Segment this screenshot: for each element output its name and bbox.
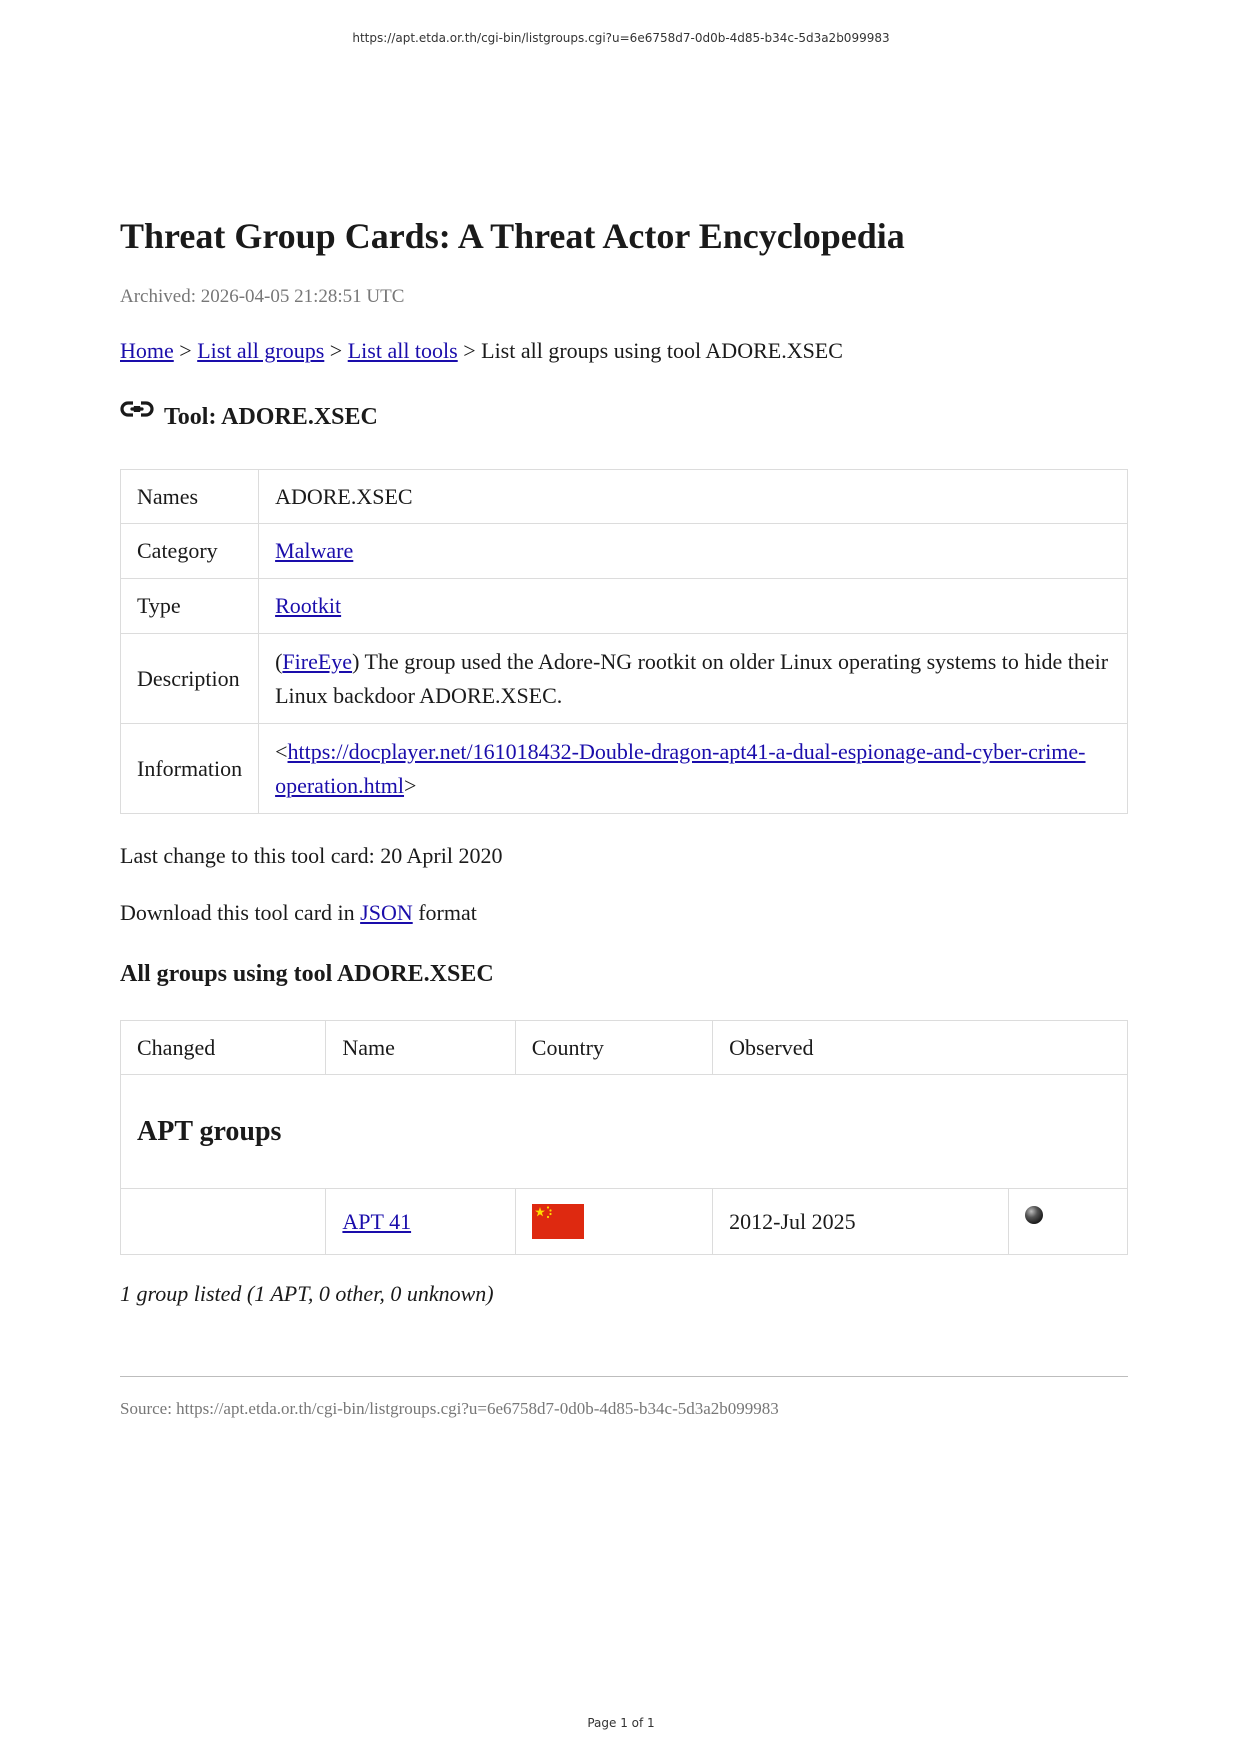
column-header-name: Name [326,1021,515,1075]
row-observed: 2012-Jul 2025 [713,1189,1009,1255]
row-status-cell [1008,1189,1127,1255]
footer-divider [120,1376,1128,1377]
tool-info-table [120,469,1128,814]
archived-timestamp: Archived: 2026-04-05 21:28:51 UTC [120,286,405,307]
download-suffix: format [412,900,477,925]
json-download-link[interactable]: JSON [360,900,413,925]
row-country-cell [515,1189,712,1255]
type-cell [259,579,1128,634]
description-cell [259,634,1128,724]
breadcrumb-list-tools-link[interactable]: List all tools [347,338,458,363]
last-change-text: Last change to this tool card: 20 April 2020 [120,843,503,868]
download-line [120,900,477,926]
group-link-apt41[interactable]: APT 41 [342,1208,412,1234]
information-bracket-open: < [275,738,288,764]
column-header-country: Country [515,1021,712,1075]
breadcrumb-current: > List all groups using tool ADORE.XSEC [457,338,843,363]
type-link[interactable]: Rootkit [275,593,342,618]
download-prefix: Download this tool card in [120,900,361,925]
information-bracket-close: > [404,772,417,798]
description-label: Description [121,634,259,724]
breadcrumb-home-link[interactable]: Home [120,338,174,363]
row-changed [121,1189,326,1255]
table-row [121,1189,1128,1255]
link-icon [120,398,156,426]
groups-summary: 1 group listed (1 APT, 0 other, 0 unknown) [120,1281,494,1306]
information-cell [259,724,1128,814]
section-title-apt-groups: APT groups [121,1075,1128,1189]
source-url: Source: https://apt.etda.or.th/cgi-bin/listgroups.cgi?u=6e6758d7-0d0b-4d85-b34c-5d3a2b099983 [120,1399,779,1418]
category-link[interactable]: Malware [275,538,354,563]
breadcrumb [120,338,843,364]
breadcrumb-separator: > [324,338,348,363]
description-source-link[interactable]: FireEye [282,648,353,674]
type-label: Type [121,579,259,634]
tool-heading-text: Tool: ADORE.XSEC [164,404,378,430]
table-row [121,724,1128,814]
description-open-paren: ( [275,648,283,674]
information-label: Information [121,724,259,814]
category-label: Category [121,524,259,579]
groups-heading: All groups using tool ADORE.XSEC [120,961,494,987]
table-row [121,470,1128,524]
section-row [121,1075,1128,1189]
names-label: Names [121,470,259,524]
table-row [121,634,1128,724]
description-text: ) The group used the Adore-NG rootkit on older Linux operating systems to hide their Linux backdoor ADORE.XSEC. [275,648,1109,708]
china-flag-icon [532,1204,584,1239]
print-header-url: https://apt.etda.or.th/cgi-bin/listgroups.cgi?u=6e6758d7-0d0b-4d85-b34c-5d3a2b099983 [352,31,890,45]
table-header-row [121,1021,1128,1075]
category-cell [259,524,1128,579]
column-header-observed: Observed [713,1021,1128,1075]
row-name-cell [326,1189,515,1255]
breadcrumb-separator: > [173,338,198,363]
table-row [121,579,1128,634]
column-header-changed: Changed [121,1021,326,1075]
table-row [121,524,1128,579]
page-number: Page 1 of 1 [587,1716,655,1730]
breadcrumb-list-groups-link[interactable]: List all groups [197,338,325,363]
status-dot-icon [1025,1206,1043,1224]
tool-heading [120,398,378,431]
page-title: Threat Group Cards: A Threat Actor Encyclopedia [120,216,905,256]
groups-table [120,1020,1128,1255]
names-value: ADORE.XSEC [259,470,1128,524]
information-link[interactable]: https://docplayer.net/161018432-Double-dragon-apt41-a-dual-espionage-and-cyber-crime-operation.html [275,738,1086,798]
